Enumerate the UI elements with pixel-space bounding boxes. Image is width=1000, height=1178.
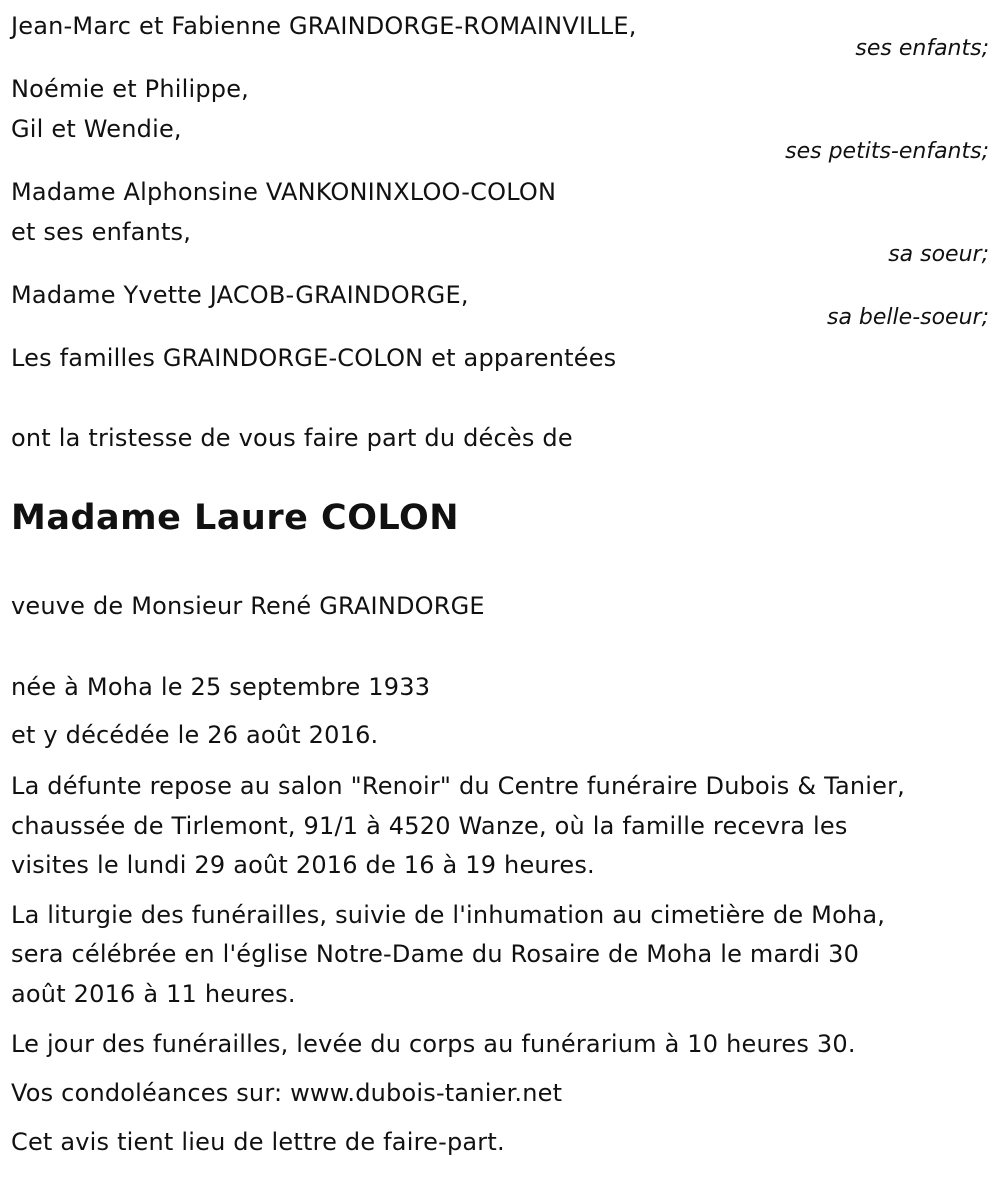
family-children-names: Jean-Marc et Fabienne GRAINDORGE-ROMAINVILLE,: [11, 12, 637, 40]
deceased-name: Madame Laure COLON: [11, 498, 460, 538]
funeral-day-text: Le jour des funérailles, levée du corps au funérarium à 10 heures 30.: [11, 1030, 856, 1058]
family-sister-name: Madame Alphonsine VANKONINXLOO-COLON: [11, 178, 557, 206]
widow-of-text: veuve de Monsieur René GRAINDORGE: [11, 592, 485, 620]
family-sister-children: et ses enfants,: [11, 218, 192, 246]
viewing-line-1: La défunte repose au salon "Renoir" du Centre funéraire Dubois & Tanier,: [11, 772, 906, 800]
family-other-relatives: Les familles GRAINDORGE-COLON et apparentées: [11, 344, 617, 372]
viewing-line-3: visites le lundi 29 août 2016 de 16 à 19 heures.: [11, 851, 595, 879]
relation-grandchildren: ses petits-enfants;: [785, 139, 989, 164]
family-grandchildren-names-1: Noémie et Philippe,: [11, 75, 249, 103]
condolences-text: Vos condoléances sur: www.dubois-tanier.net: [11, 1079, 563, 1107]
birth-text: née à Moha le 25 septembre 1933: [11, 673, 431, 701]
viewing-line-2: chaussée de Tirlemont, 91/1 à 4520 Wanze, où la famille recevra les: [11, 812, 848, 840]
family-sister-in-law-name: Madame Yvette JACOB-GRAINDORGE,: [11, 281, 469, 309]
liturgy-line-2: sera célébrée en l'église Notre-Dame du Rosaire de Moha le mardi 30: [11, 940, 860, 968]
liturgy-line-1: La liturgie des funérailles, suivie de l'inhumation au cimetière de Moha,: [11, 901, 886, 929]
family-grandchildren-names-2: Gil et Wendie,: [11, 115, 182, 143]
relation-children: ses enfants;: [855, 36, 989, 61]
death-text: et y décédée le 26 août 2016.: [11, 721, 379, 749]
liturgy-line-3: août 2016 à 11 heures.: [11, 980, 296, 1008]
notice-text: Cet avis tient lieu de lettre de faire-part.: [11, 1128, 505, 1156]
relation-sister-in-law: sa belle-soeur;: [827, 305, 989, 330]
announcement-text: ont la tristesse de vous faire part du décès de: [11, 424, 573, 452]
relation-sister: sa soeur;: [888, 242, 989, 267]
